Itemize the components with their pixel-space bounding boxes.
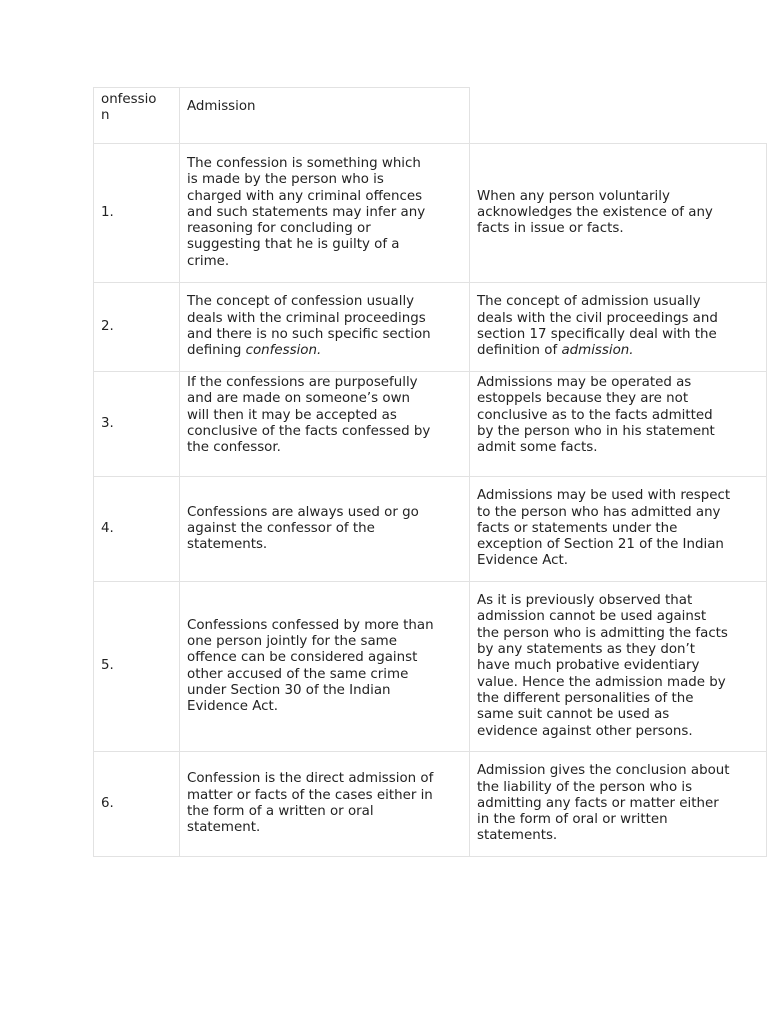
row-number: 5. <box>101 658 114 674</box>
admission-cell <box>469 371 767 477</box>
admission-text: As it is previously observed that admission cannot be used against the person who is admitting the facts by any statements as they don’t have much probative evidentiary value. Hence the admission made by the different personalities of the same suit cannot be used as evidence against other persons. <box>477 593 728 739</box>
admission-text: Admission gives the conclusion about the liability of the person who is admitting any facts or matter either in the form of oral or written statements. <box>477 763 730 844</box>
row-number-cell <box>93 476 180 582</box>
row-number: 4. <box>101 520 114 536</box>
confession-text: If the confessions are purposefully and are made on someone’s own will then it may be accepted as conclusive of the facts confessed by the confessor. <box>187 375 431 456</box>
header-confession-label: onfessio n <box>101 92 157 124</box>
row-number-cell <box>93 581 180 752</box>
row-number: 2. <box>101 318 114 334</box>
row-number-cell <box>93 751 180 857</box>
confession-cell <box>179 581 470 752</box>
admission-cell <box>469 476 767 582</box>
confession-text: The concept of confession usually deals with the criminal proceedings and there is no such specific section defining confession. <box>187 294 431 359</box>
confession-term: confession. <box>245 343 322 359</box>
admission-cell <box>469 282 767 372</box>
admission-text: Admissions may be used with respect to the person who has admitted any facts or statements under the exception of Section 21 of the Indian Evidence Act. <box>477 488 731 569</box>
admission-text: When any person voluntarily acknowledges the existence of any facts in issue or facts. <box>477 188 713 237</box>
header-cell-admission <box>179 87 470 144</box>
admission-cell <box>469 751 767 857</box>
admission-term: admission. <box>561 343 634 359</box>
confession-cell <box>179 282 470 372</box>
confession-cell <box>179 751 470 857</box>
row-number-cell <box>93 371 180 477</box>
confession-text: Confessions confessed by more than one person jointly for the same offence can be considered against other accused of the same crime under Section 30 of the Indian Evidence Act. <box>187 617 434 715</box>
confession-cell <box>179 143 470 283</box>
header-admission-label: Admission <box>187 99 256 114</box>
confession-cell <box>179 476 470 582</box>
confession-text: The confession is something which is made by the person who is charged with any criminal offences and such statements may infer any reasoning for concluding or suggesting that he is guilty of a crime. <box>187 155 426 269</box>
confession-cell <box>179 371 470 477</box>
admission-cell <box>469 581 767 752</box>
row-number: 1. <box>101 204 114 220</box>
confession-text: Confessions are always used or go against the confessor of the statements. <box>187 504 419 553</box>
header-cell-confession <box>93 87 180 144</box>
row-number-cell <box>93 143 180 283</box>
admission-cell <box>469 143 767 283</box>
admission-text: Admissions may be operated as estoppels because they are not conclusive as to the facts admitted by the person who in his statement admit some facts. <box>477 375 715 456</box>
admission-text: The concept of admission usually deals with the civil proceedings and section 17 specifically deal with the definition of admission. <box>477 294 718 359</box>
row-number-cell <box>93 282 180 372</box>
confession-text: Confession is the direct admission of matter or facts of the cases either in the form of a written or oral statement. <box>187 771 434 836</box>
row-number: 6. <box>101 795 114 811</box>
row-number: 3. <box>101 415 114 431</box>
